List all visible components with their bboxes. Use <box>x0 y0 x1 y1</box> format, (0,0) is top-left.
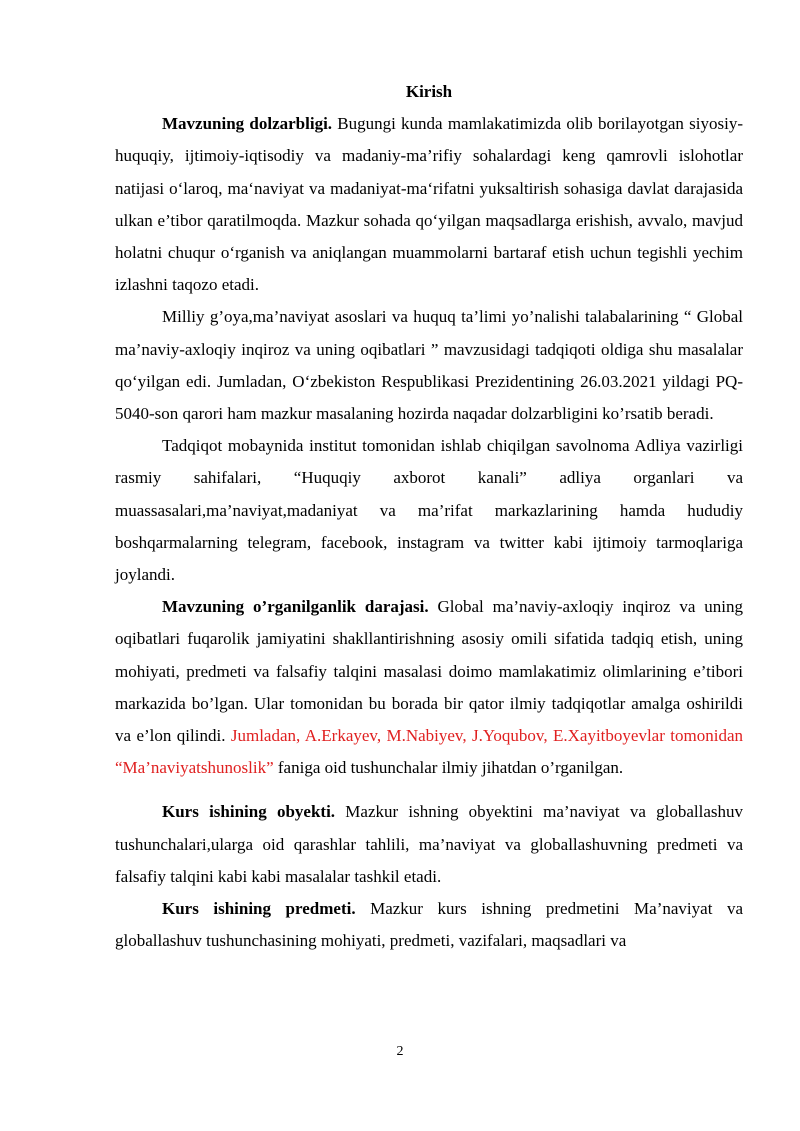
paragraph-text: Bugungi kunda mamlakatimizda olib borilayotgan siyosiy-huquqiy, ijtimoiy-iqtisodiy va madaniy-ma’rifiy sohalardagi keng qamrovli islohotlar natijasi oʻlaroq, maʻnaviyat va madaniyat-maʻrifatni yuksaltirish sohasiga davlat darajasida ulkan e’tibor qaratilmoqda. Mazkur sohada qoʻyilgan maqsadlarga erishish, avvalo, mavjud holatni chuqur oʻrganish va aniqlangan muammolarni bartaraf etish uchun tegishli yechim izlashni taqozo etadi. <box>115 114 743 295</box>
paragraph-text: Mazkur kurs ishning predmetini Ma’naviyat va globallashuv tushunchasining mohiyati, predmeti, vazifalari, maqsadlari va <box>115 899 743 951</box>
paragraph-survey <box>115 430 743 591</box>
paragraph-heading: Kurs ishining predmeti. <box>162 899 356 919</box>
highlighted-text: Jumladan, A.Erkayev, M.Nabiyev, J.Yoqubov, E.Xayitboyevlar tomonidan “Ma’naviyatshunoslik” <box>115 726 744 778</box>
paragraph-research-task <box>115 301 743 430</box>
paragraph-study-level <box>115 591 743 784</box>
page-title: Kirish <box>405 82 453 101</box>
paragraph-text: Milliy g’oya,ma’naviyat asoslari va huquq ta’limi yo’nalishi talabalarining “ Global ma’naviy-axloqiy inqiroz va uning oqibatlari ” mavzusidagi tadqiqoti oldiga shu masalalar qoʻyilgan edi. Jumladan, Oʻzbekiston Respublikasi Prezidentining 26.03.2021 yildagi PQ-5040-son qarori ham mazkur masalaning hozirda naqadar dolzarbligini ko’rsatib beradi. <box>115 307 743 424</box>
paragraph-heading: Mavzuning dolzarbligi. <box>162 114 333 134</box>
paragraph-object <box>115 796 743 893</box>
paragraph-heading: Mavzuning o’rganilganlik darajasi. <box>162 597 429 617</box>
page-content <box>115 76 743 957</box>
paragraph-relevance <box>115 108 743 301</box>
paragraph-text: Mazkur ishning obyektini ma’naviyat va globallashuv tushunchalari,ularga oid qarashlar tahlili, ma’naviyat va globallashuvning predmeti va falsafiy talqini kabi kabi masalalar tashkil etadi. <box>115 802 743 886</box>
paragraph-text: Global ma’naviy-axloqiy inqiroz va uning oqibatlari fuqarolik jamiyatini shakllantirishning asosiy omili sifatida tadqiq etish, uning mohiyati, predmeti va falsafiy talqini masalasi doimo mamlakatimiz olimlarining e’tibori markazida bo’lgan. Ular tomonidan bu borada bir qator ilmiy tadqiqotlar amalga oshirildi va e’lon qilindi. <box>115 597 743 746</box>
paragraph-text: Tadqiqot mobaynida institut tomonidan ishlab chiqilgan savolnoma Adliya vazirligi rasmiy sahifalari, “Huquqiy axborot kanali” adliya organlari va muassasalari,ma’naviyat,madaniyat va ma’rifat markazlarining hamda hududiy boshqarmalarning telegram, facebook, instagram va twitter kabi ijtimoiy tarmoqlariga joylandi. <box>115 436 743 585</box>
page-number: 2 <box>396 1044 404 1059</box>
paragraph-heading: Kurs ishining obyekti. <box>162 802 336 822</box>
paragraph-subject <box>115 893 743 957</box>
paragraph-text-tail: faniga oid tushunchalar ilmiy jihatdan o’rganilgan. <box>273 758 624 778</box>
